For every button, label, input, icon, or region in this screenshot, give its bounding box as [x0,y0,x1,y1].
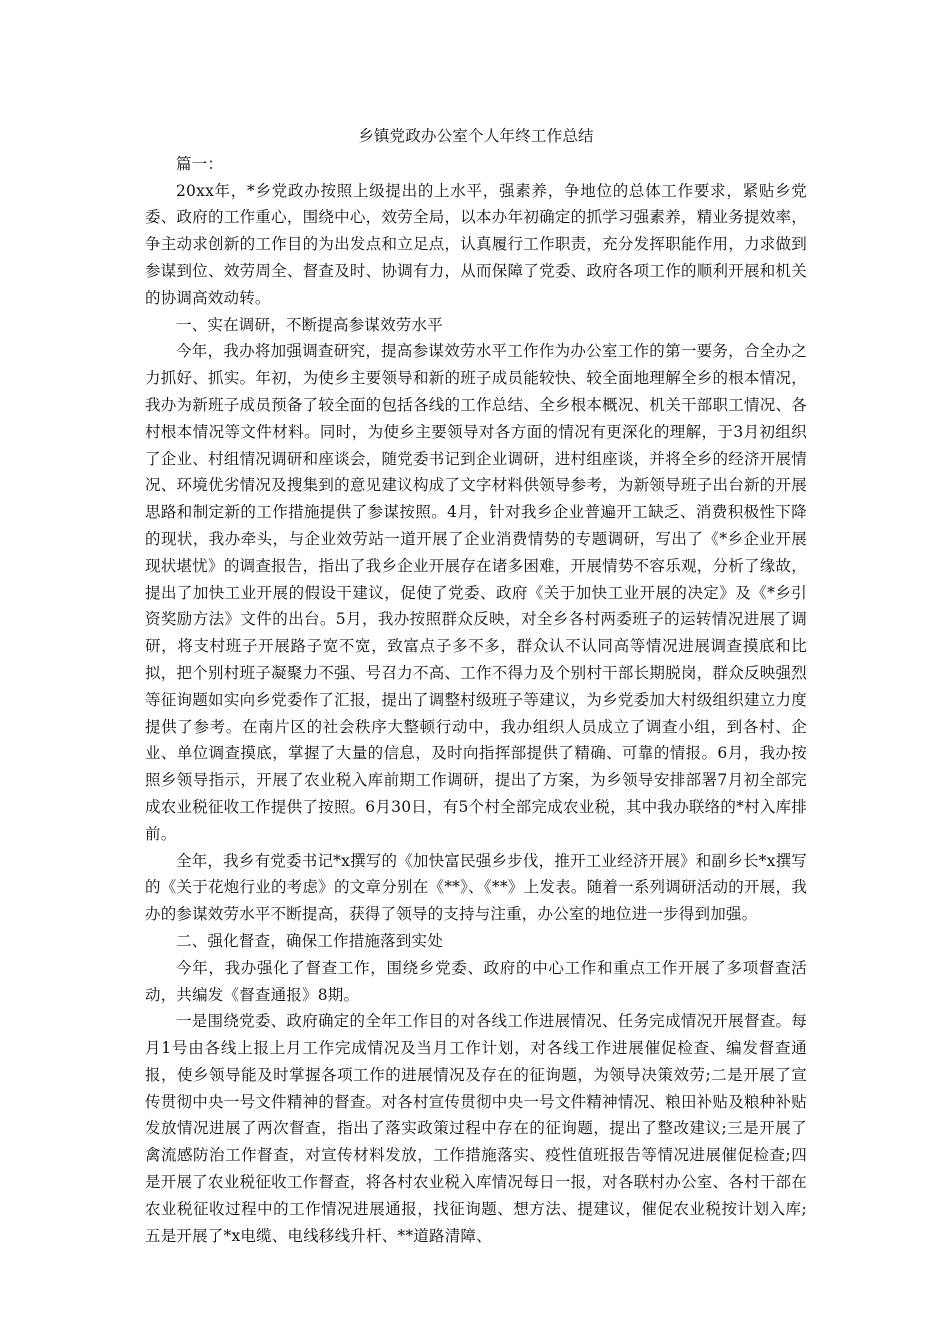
supervision-detail-paragraph: 一是围绕党委、政府确定的全年工作目的对各线工作进展情况、任务完成情况开展督查。每月1号由各线上报上月工作完成情况及当月工作计划，对各线工作进展催促检查、编发督查通报，使乡领导能及时掌握各项工作的进展情况及存在的征询题，为领导决策效劳;二是开展了宣传贯彻中央一号文件精神的督查。对各村宣传贯彻中央一号文件精神情况、粮田补贴及粮种补贴发放情况进展了两次督查，指出了落实政策过程中存在的征询题，提出了整改建议;三是开展了禽流感防治工作督查，对宣传材料发放，工作措施落实、疫性值班报告等情况进展催促检查;四是开展了农业税征收工作督查，将各村农业税入库情况每日一报，对各联村办公室、各村干部在农业税征收过程中的工作情况进展通报，找征询题、想方法、提建议，催促农业税按计划入库;五是开展了*x电缆、电线移线升杆、**道路清障、 [145,1012,807,1245]
research-paragraph: 今年，我办将加强调查研究，提高参谋效劳水平工作作为办公室工作的第一要务，合全办之力抓好、抓实。年初，为使乡主要领导和新的班子成员能较快、较全面地理解全乡的根本情况，我办为新班子成员预备了较全面的包括各线的工作总结、全乡根本概况、机关干部职工情况、各村根本情况等文件材料。同时，为使乡主要领导对各方面的情况有更深化的理解，于3月初组织了企业、村组情况调研和座谈会，随党委书记到企业调研，进村组座谈，并将全乡的经济开展情况、环境优劣情况及搜集到的意见建议构成了文字材料供领导参考，为新领导班子出台新的开展思路和制定新的工作措施提供了参谋按照。4月，针对我乡企业普遍开工缺乏、消费积极性下降的现状，我办牵头，与企业效劳站一道开展了企业消费情势的专题调研，写出了《*乡企业开展现状堪忧》的调查报告，指出了我乡企业开展存在诸多困难，开展情势不容乐观，分析了缘故，提出了加快工业开展的假设干建议，促使了党委、政府《关于加快工业开展的决定》及《*乡引资奖励方法》文件的出台。5月，我办按照群众反映，对全乡各村两委班子的运转情况进展了调研，将支村班子开展路子宽不宽，致富点子多不多，群众认不认同高等情况进展调查摸底和比拟，把个别村班子凝聚力不强、号召力不高、工作不得力及个别村干部长期脱岗，群众反映强烈等征询题如实向乡党委作了汇报，提出了调整村级班子等建议，为乡党委加大村级组织建立力度提供了参考。在南片区的社会秩序大整顿行动中，我办组织人员成立了调查小组，到各村、企业、单位调查摸底，掌握了大量的信息，及时向指挥部提供了精确、可靠的情报。6月，我办按照乡领导指示，开展了农业税入库前期工作调研，提出了方案，为乡领导安排部署7月初全部完成农业税征收工作提供了按照。6月30日，有5个村全部完成农业税，其中我办联络的*村入库排前。 [145,342,807,843]
section-heading-research: 一、实在调研，不断提高参谋效劳水平 [176,315,443,334]
publication-paragraph: 全年，我乡有党委书记*x撰写的《加快富民强乡步伐，推开工业经济开展》和副乡长*x撰写的《关于花炮行业的考虑》的文章分别在《**》、《**》上发表。随着一系列调研活动的开展，我办的参谋效劳水平不断提高，获得了领导的支持与注重，办公室的地位进一步得到加强。 [145,851,807,924]
document-page [145,123,807,1249]
supervision-intro-paragraph: 今年，我办强化了督查工作，围绕乡党委、政府的中心工作和重点工作开展了多项督查活动，共编发《督查通报》8期。 [145,958,807,1004]
intro-paragraph: 20xx年，*乡党政办按照上级提出的上水平，强素养，争地位的总体工作要求，紧贴乡党委、政府的工作重心，围绕中心，效劳全局，以本办年初确定的抓学习强素养，精业务提效率，争主动求创新的工作目的为出发点和立足点，认真履行工作职责，充分发挥职能作用，力求做到参谋到位、效劳周全、督查及时、协调有力，从而保障了党委、政府各项工作的顺利开展和机关的协调高效动转。 [145,181,807,307]
section-heading-supervision: 二、强化督查，确保工作措施落到实处 [176,931,443,950]
section-label: 篇一： [176,154,224,173]
document-title: 乡镇党政办公室个人年终工作总结 [358,127,594,145]
